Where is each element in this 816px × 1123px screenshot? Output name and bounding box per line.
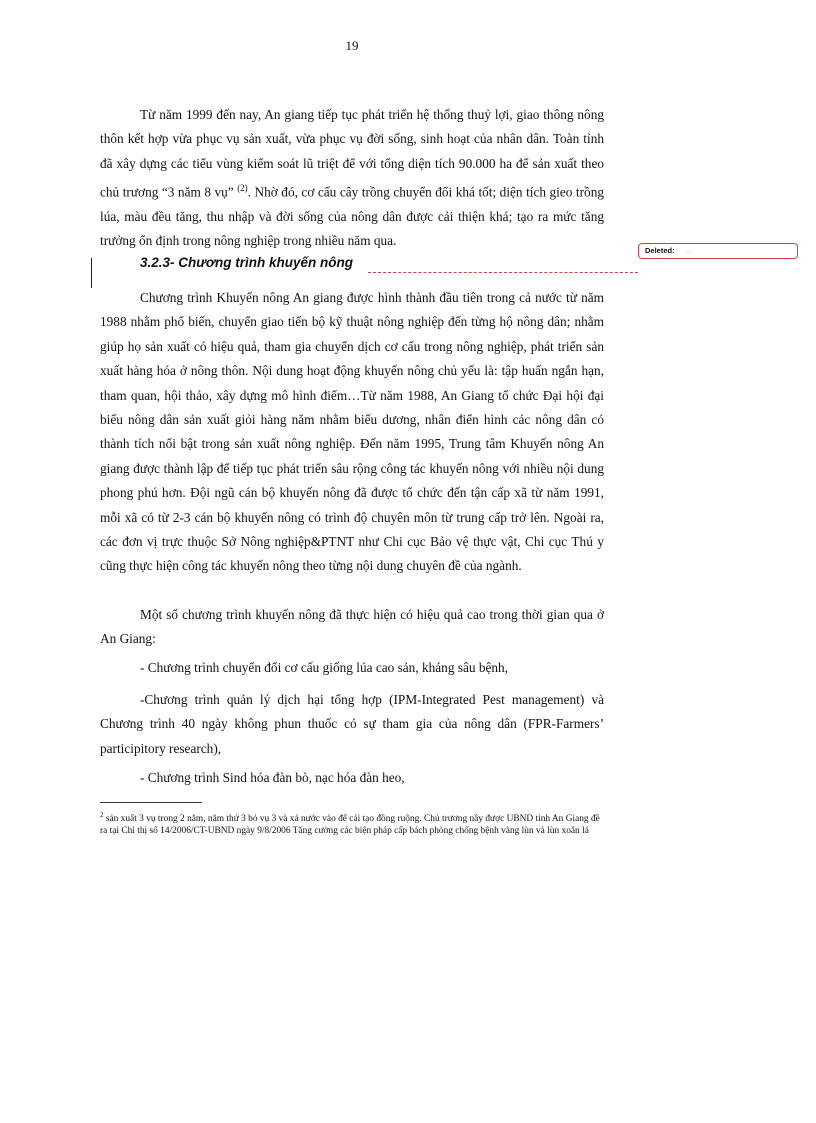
comment-label: Deleted: bbox=[645, 246, 675, 255]
list-item: -Chương trình quản lý dịch hại tổng hợp (IPM-Integrated Pest management) và Chương trình 40 ngày không phun thuốc có sự tham gia của nông dân (FPR-Farmers’ participitory research), bbox=[100, 692, 604, 756]
footnote bbox=[100, 809, 604, 837]
comment-text: . bbox=[687, 246, 690, 255]
paragraph-programs-intro: Một số chương trình khuyến nông đã thực hiện có hiệu quả cao trong thời gian qua ở An Giang: bbox=[100, 607, 604, 647]
comment-connector-line bbox=[368, 272, 638, 273]
paragraph-extension-program: Chương trình Khuyến nông An giang được hình thành đầu tiên trong cả nước từ năm 1988 nhằm phổ biến, chuyển giao tiến bộ kỹ thuật nông nghiệp đến từng hộ nông dân; nhằm giúp họ sản xuất có hiệu quả, tham gia chuyển dịch cơ cấu trong nông nghiệp, phát triển sản xuất hàng hóa ở nông thôn. Nội dung hoạt động khuyến nông chủ yếu là: tập huấn ngắn hạn, tham quan, hội thảo, xây dựng mô hình điểm…Từ năm 1988, An Giang tổ chức Đại hội đại biểu nông dân sản xuất giỏi hàng năm nhằm biểu dương, nhân điển hình các nông dân có thành tích nổi bật trong sản xuất nông nghiệp. Đến năm 1995, Trung tâm Khuyến nông An giang được thành lập để tiếp tục phát triển sâu rộng công tác khuyến nông với nhiều nội dung phong phú hơn. Đội ngũ cán bộ khuyến nông đã được tổ chức đến tận cấp xã từ năm 1991, mỗi xã có từ 2-3 cán bộ khuyến nông có trình độ chuyên môn từ trung cấp trở lên. Ngoài ra, các đơn vị trực thuộc Sở Nông nghiệp&PTNT như Chi cục Bảo vệ thực vật, Chi cục Thú y cũng thực hiện công tác khuyến nông theo từng nội dung chuyên đề của ngành. bbox=[100, 290, 604, 574]
list-item: - Chương trình chuyển đổi cơ cấu giống lúa cao sản, kháng sâu bệnh, bbox=[140, 660, 509, 675]
paragraph-irrigation bbox=[100, 103, 604, 254]
paragraph-text-continued: . Nhờ đó, cơ cấu cây trồng chuyển đổi khá tốt; diện tích gieo trồng lúa, màu đều tăng, thu nhập và đời sống của nông dân được cải thiện khá; tạo ra mức tăng trưởng ổn định trong nông nghiệp trong nhiều năm qua. bbox=[100, 184, 604, 249]
footnote-text: sản xuất 3 vụ trong 2 năm, năm thứ 3 bỏ vụ 3 và xả nước vào để cải tạo đồng ruộng. Chủ trương nầy được UBND tỉnh An Giang đề ra tại Chỉ thị số 14/2006/CT-UBND ngày 9/8/2006 Tăng cường các biện pháp cấp bách phòng chống bệnh vàng lùn và lùn xoắn lá bbox=[100, 814, 600, 837]
footnote-mark: 2 bbox=[100, 811, 104, 819]
change-bar bbox=[91, 258, 92, 288]
page-number: 19 bbox=[345, 38, 359, 53]
citation-ref: (2) bbox=[237, 183, 248, 194]
section-heading: 3.2.3- Chương trình khuyến nông bbox=[140, 255, 353, 270]
footnote-separator bbox=[100, 802, 202, 803]
list-item: - Chương trình Sind hóa đàn bò, nạc hóa đàn heo, bbox=[140, 770, 405, 785]
paragraph-text: Từ năm 1999 đến nay, An giang tiếp tục phát triển hệ thống thuỷ lợi, giao thông nông thôn kết hợp vừa phục vụ sản xuất, vừa phục vụ đời sống, sinh hoạt của nhân dân. Toàn tỉnh đã xây dựng các tiểu vùng kiểm soát lũ triệt để với tổng diện tích 90.000 ha để sản xuất theo chủ trương “3 năm 8 vụ” bbox=[100, 107, 604, 200]
deleted-comment-balloon[interactable] bbox=[638, 243, 798, 259]
